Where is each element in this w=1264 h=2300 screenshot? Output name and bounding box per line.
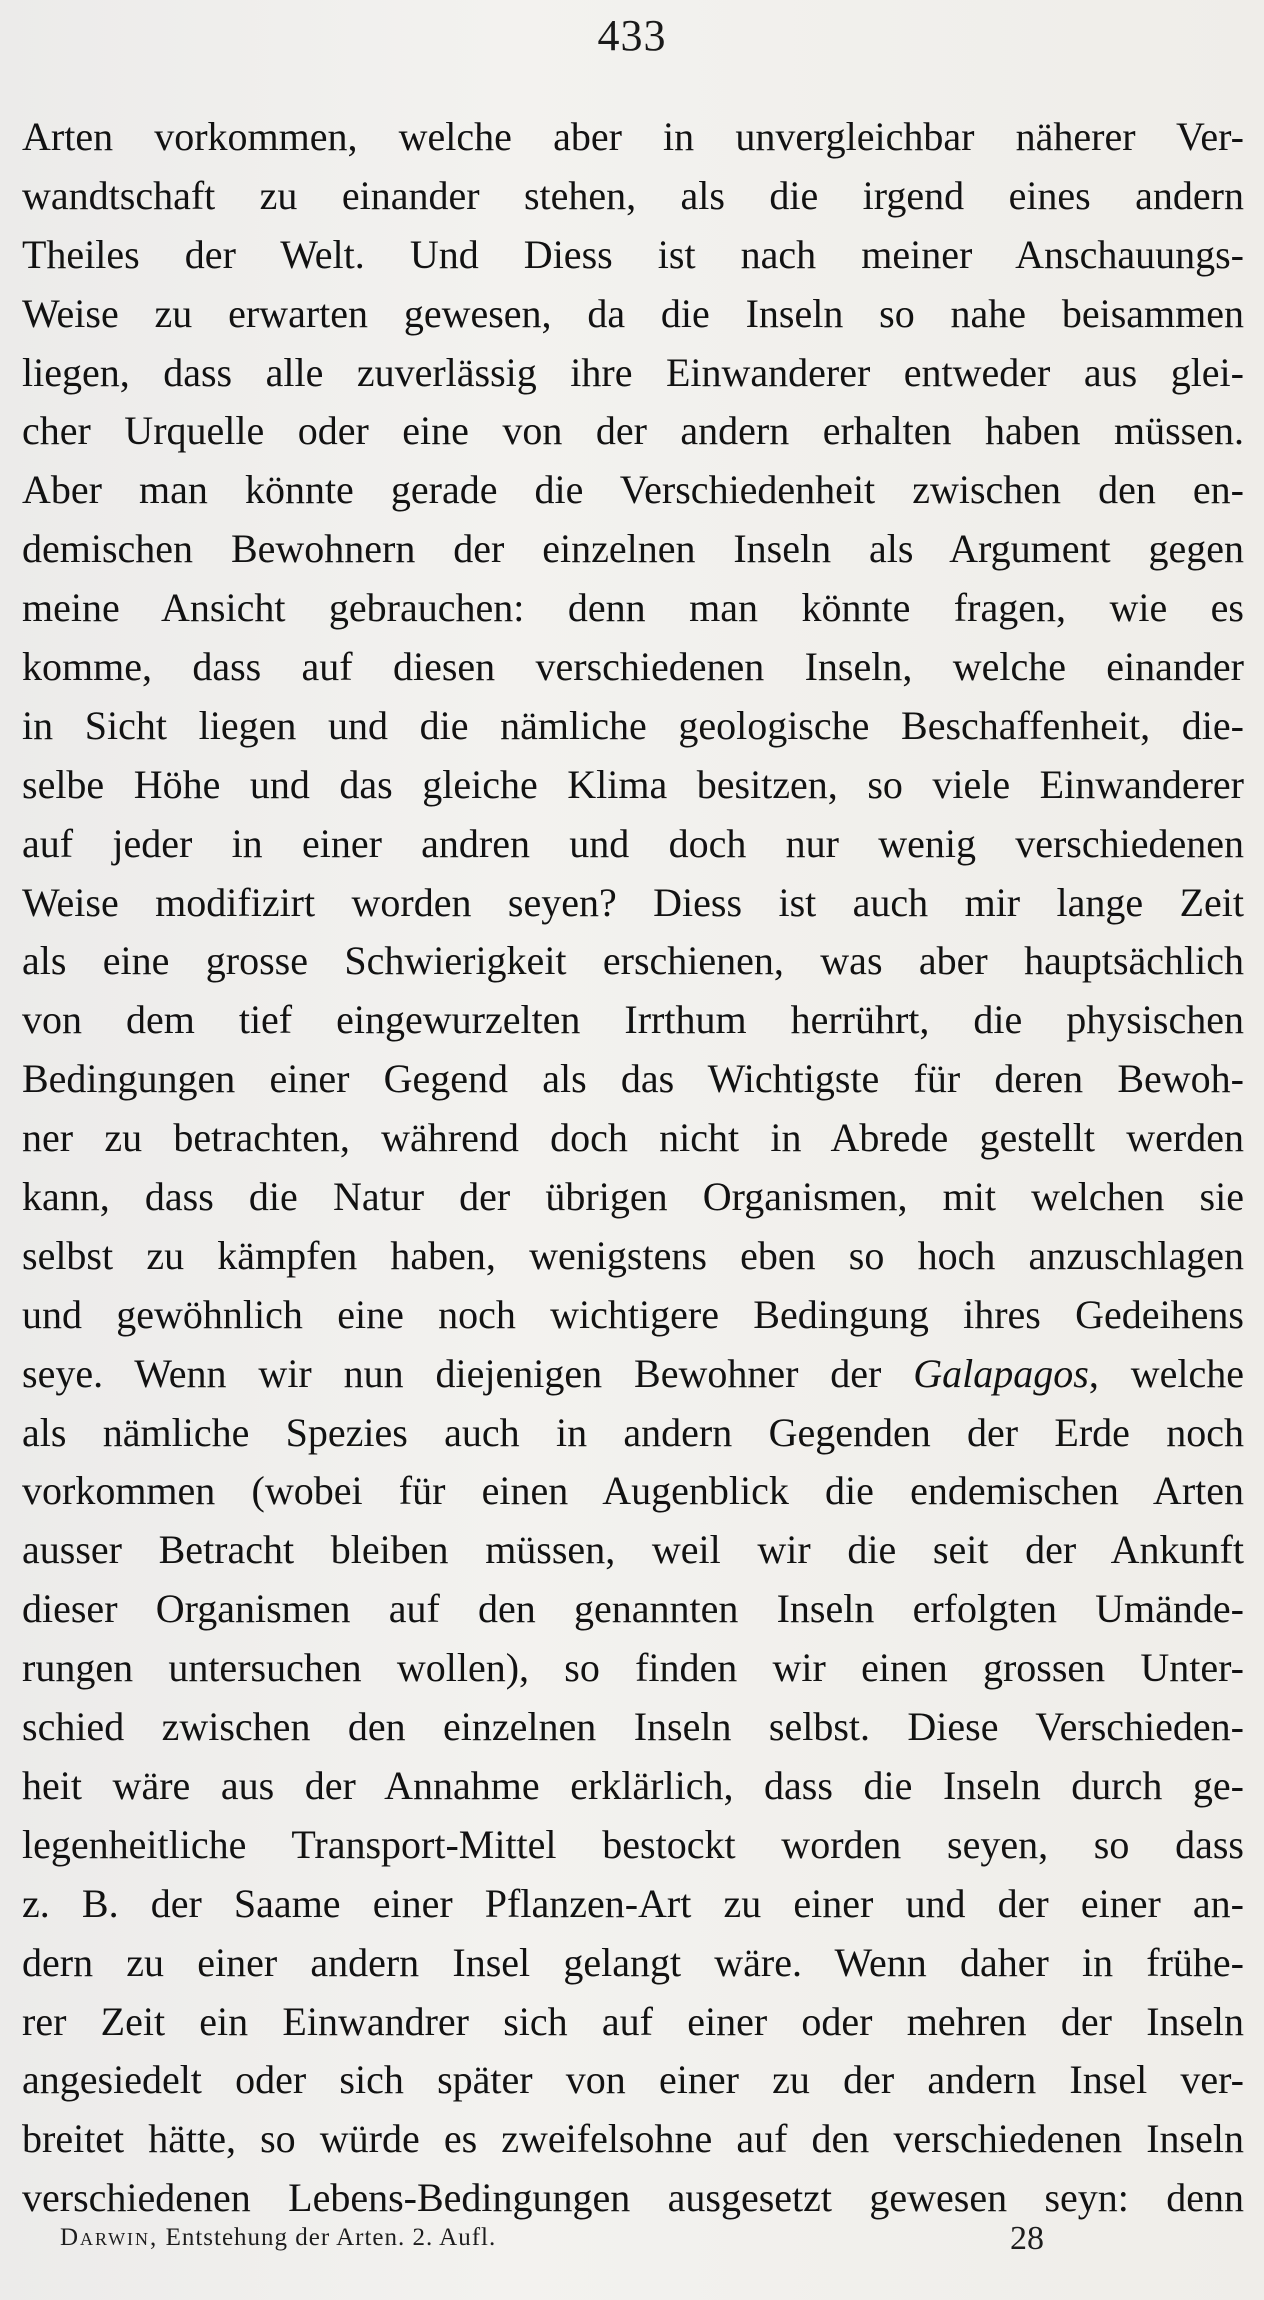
running-footer bbox=[60, 2224, 496, 2252]
text-line: und gewöhnlich eine noch wichtigere Bedingung ihres Gedeihens bbox=[22, 1291, 1244, 1337]
text-line: dieser Organismen auf den genannten Inseln erfolgten Umände- bbox=[22, 1586, 1244, 1632]
text-line: Weise modifizirt worden seyen? Diess ist auch mir lange Zeit bbox=[22, 879, 1244, 925]
text-line: z. B. der Saame einer Pflanzen-Art zu einer und der einer an- bbox=[22, 1880, 1244, 1926]
text-line: Aber man könnte gerade die Verschiedenheit zwischen den en- bbox=[22, 467, 1244, 513]
page-footer bbox=[60, 2220, 1264, 2274]
page-number: 433 bbox=[597, 11, 667, 60]
text-line: meine Ansicht gebrauchen: denn man könnte fragen, wie es bbox=[22, 585, 1244, 631]
body-text bbox=[22, 108, 1244, 2228]
text-line: vorkommen (wobei für einen Augenblick die endemischen Arten bbox=[22, 1468, 1244, 1514]
text-line: legenheitliche Transport-Mittel bestockt worden seyen, so dass bbox=[22, 1821, 1244, 1867]
text-line: rungen untersuchen wollen), so finden wir einen grossen Unter- bbox=[22, 1645, 1244, 1691]
text-line: heit wäre aus der Annahme erklärlich, dass die Inseln durch ge- bbox=[22, 1762, 1244, 1808]
text-line: Theiles der Welt. Und Diess ist nach meiner Anschauungs- bbox=[22, 231, 1244, 277]
text-line: Arten vorkommen, welche aber in unvergleichbar näherer Ver- bbox=[22, 114, 1244, 159]
text-segment: , welche bbox=[1088, 1350, 1245, 1396]
text-line: komme, dass auf diesen verschiedenen Inseln, welche einander bbox=[22, 644, 1244, 690]
text-line: breitet hätte, so würde es zweifelsohne auf den verschiedenen Inseln bbox=[22, 2116, 1244, 2162]
footer-title: Entstehung der Arten. 2. Aufl. bbox=[165, 2224, 497, 2251]
text-segment: seye. Wenn wir nun diejenigen Bewohner der bbox=[22, 1350, 914, 1396]
italic-place-name: Galapagos bbox=[913, 1350, 1089, 1396]
text-line: selbe Höhe und das gleiche Klima besitzen, so viele Einwanderer bbox=[22, 761, 1244, 807]
text-line: von dem tief eingewurzelten Irrthum herrührt, die physischen bbox=[22, 997, 1244, 1043]
text-line: schied zwischen den einzelnen Inseln selbst. Diese Verschieden- bbox=[22, 1704, 1244, 1750]
text-line: ner zu betrachten, während doch nicht in Abrede gestellt werden bbox=[22, 1115, 1244, 1161]
text-line: dern zu einer andern Insel gelangt wäre. Wenn daher in frühe- bbox=[22, 1939, 1244, 1985]
text-line: ausser Betracht bleiben müssen, weil wir die seit der Ankunft bbox=[22, 1527, 1244, 1573]
text-line: verschiedenen Lebens-Bedingungen ausgesetzt gewesen seyn: denn bbox=[22, 2175, 1244, 2221]
signature-mark: 28 bbox=[1010, 2220, 1044, 2257]
text-line: liegen, dass alle zuverlässig ihre Einwanderer entweder aus glei- bbox=[22, 349, 1244, 395]
text-line: selbst zu kämpfen haben, wenigstens eben so hoch anzuschlagen bbox=[22, 1232, 1244, 1278]
text-line: als eine grosse Schwierigkeit erschienen, was aber hauptsächlich bbox=[22, 938, 1244, 984]
text-line: in Sicht liegen und die nämliche geologische Beschaffenheit, die- bbox=[22, 702, 1244, 748]
text-line: Bedingungen einer Gegend als das Wichtigste für deren Bewoh- bbox=[22, 1056, 1244, 1102]
text-line: rer Zeit ein Einwandrer sich auf einer oder mehren der Inseln bbox=[22, 1998, 1244, 2044]
text-line: kann, dass die Natur der übrigen Organismen, mit welchen sie bbox=[22, 1174, 1244, 1220]
footer-author: Darwin, bbox=[60, 2224, 159, 2251]
text-line: cher Urquelle oder eine von der andern erhalten haben müssen. bbox=[22, 408, 1244, 454]
text-line: wandtschaft zu einander stehen, als die irgend eines andern bbox=[22, 172, 1244, 218]
text-line: Weise zu erwarten gewesen, da die Inseln so nahe beisammen bbox=[22, 290, 1244, 336]
text-line-with-italic bbox=[22, 1345, 1244, 1404]
text-line: demischen Bewohnern der einzelnen Inseln als Argument gegen bbox=[22, 526, 1244, 572]
text-line: auf jeder in einer andren und doch nur wenig verschiedenen bbox=[22, 820, 1244, 866]
text-line: als nämliche Spezies auch in andern Gegenden der Erde noch bbox=[22, 1409, 1244, 1455]
text-line: angesiedelt oder sich später von einer zu der andern Insel ver- bbox=[22, 2057, 1244, 2103]
